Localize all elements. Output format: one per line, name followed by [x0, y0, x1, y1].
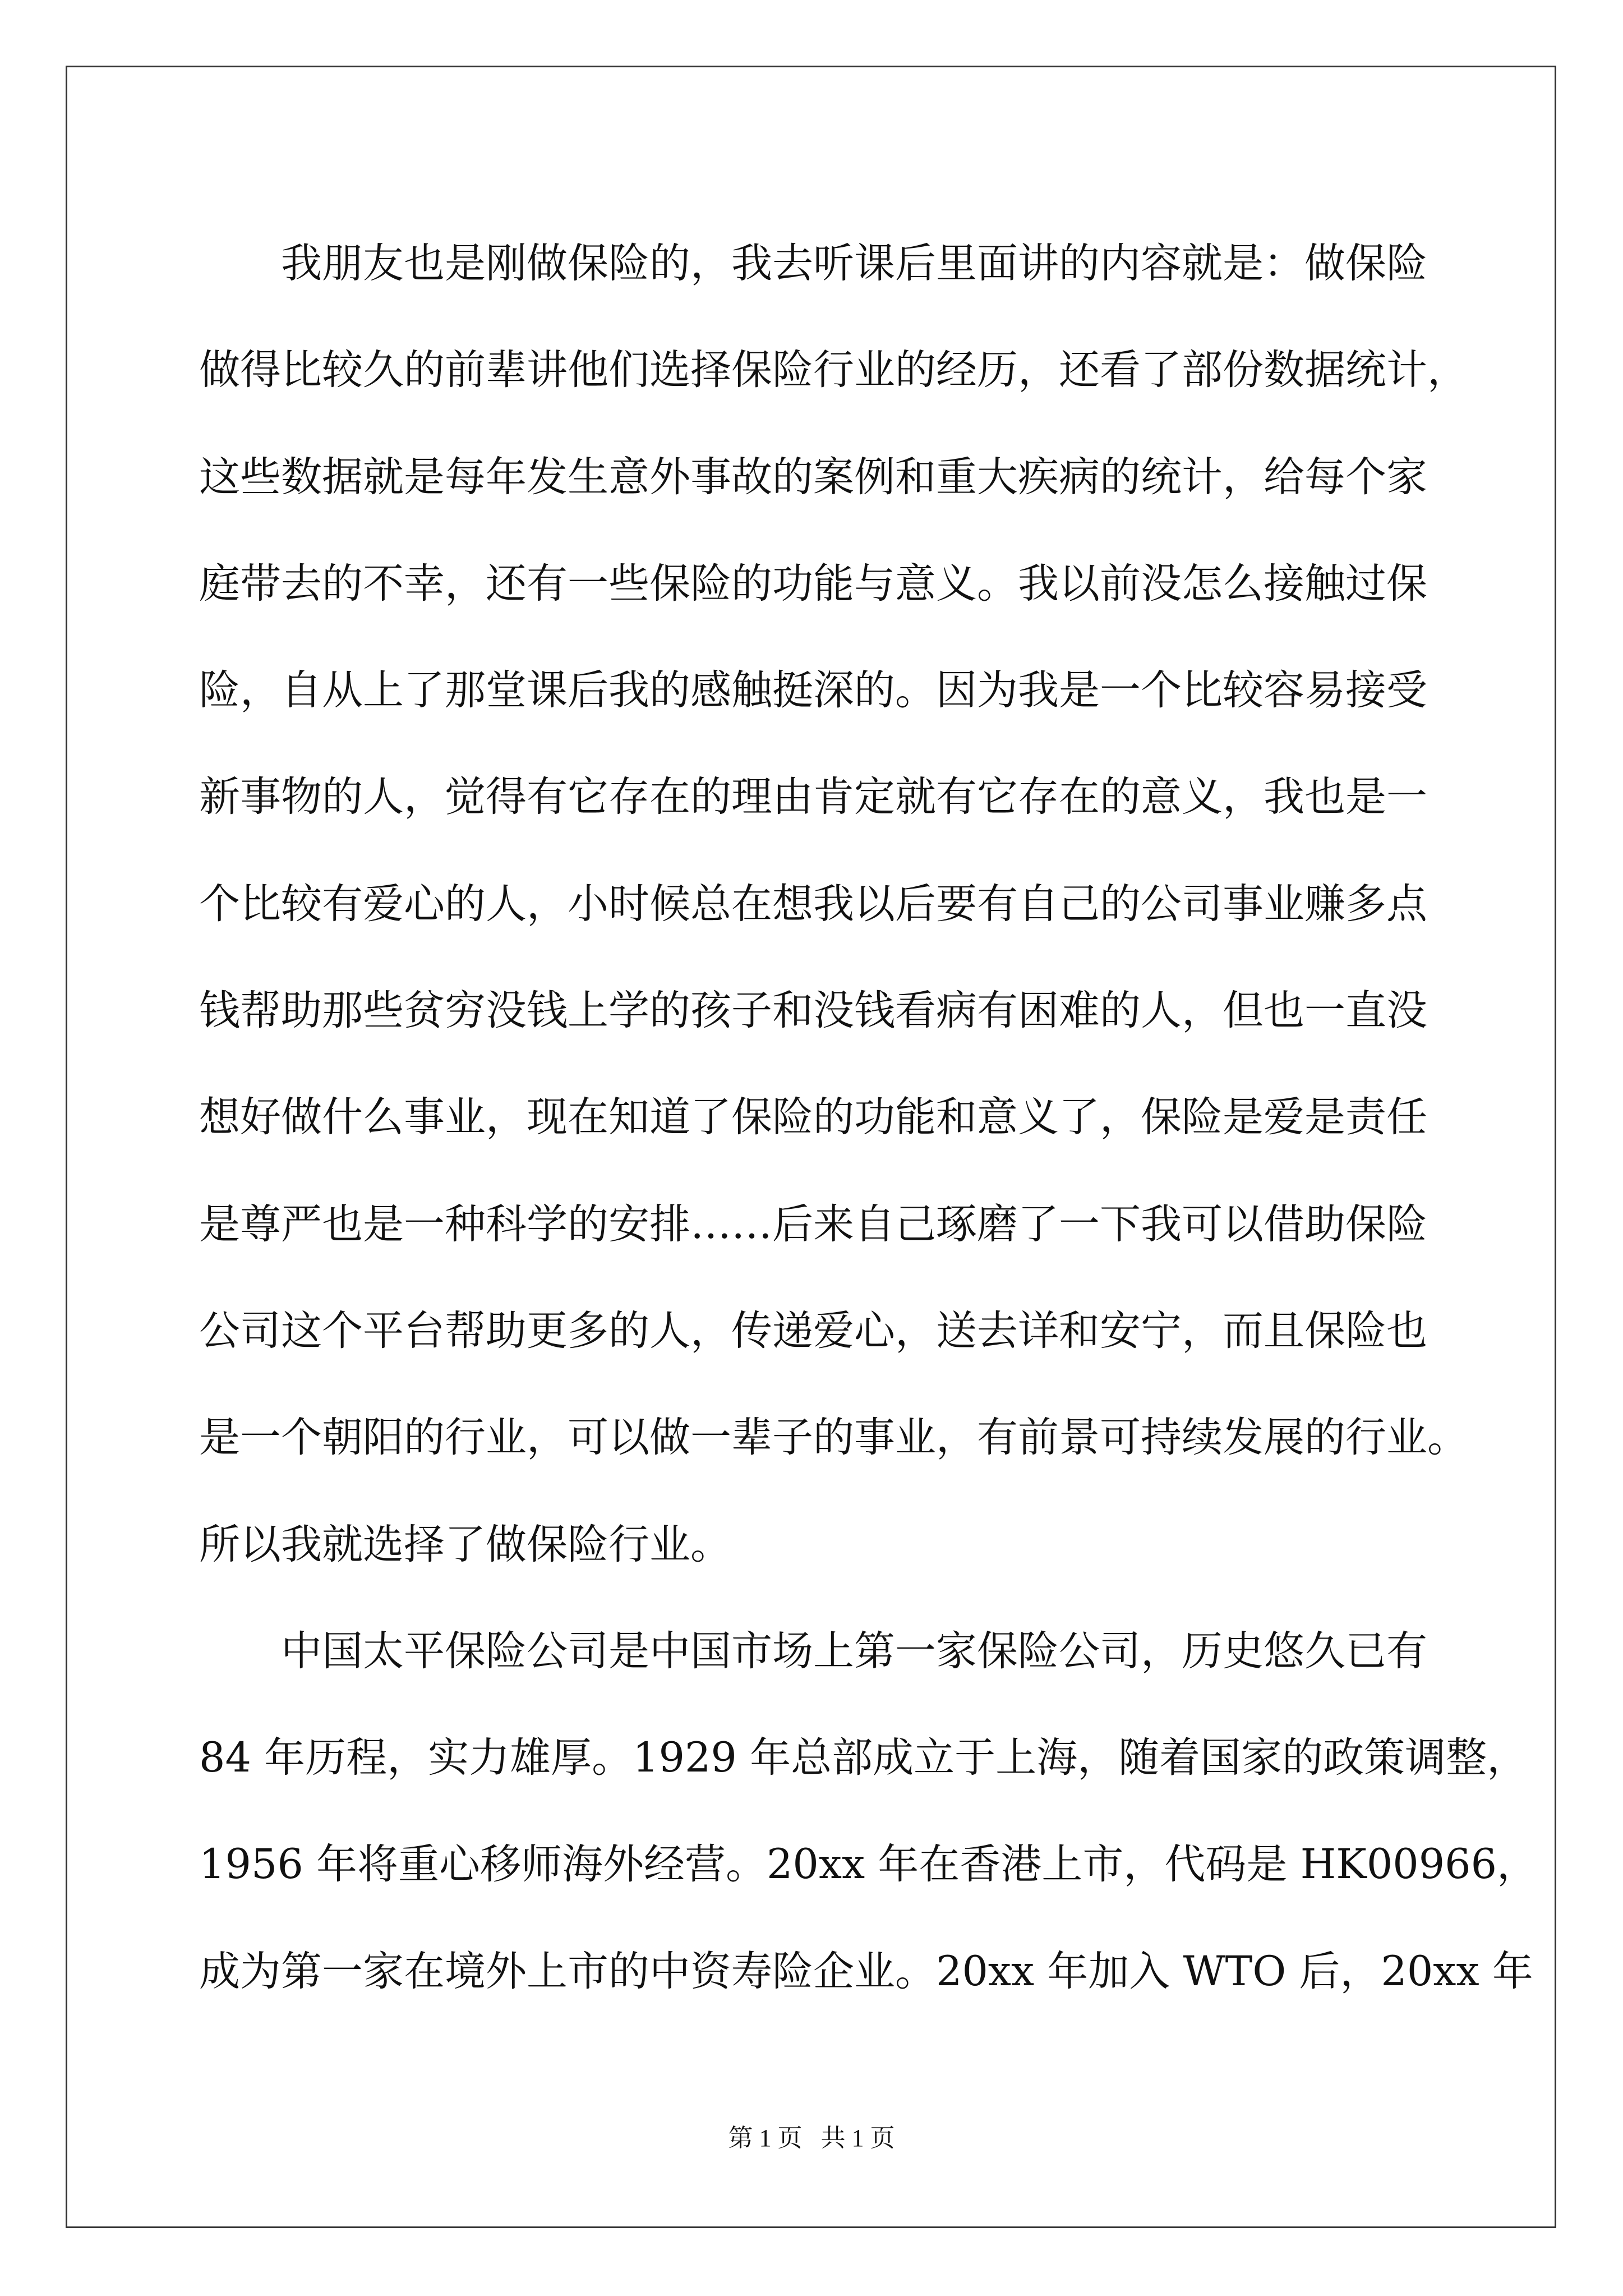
- page-number: 第 1 页: [728, 2124, 803, 2152]
- text-line: 险，自从上了那堂课后我的感触挺深的。因为我是一个比较容易接受: [199, 666, 1427, 715]
- text-line: 个比较有爱心的人，小时候总在想我以后要有自己的公司事业赚多点: [199, 880, 1427, 928]
- page-footer: [0, 2118, 1623, 2154]
- text-line: 钱帮助那些贫穷没钱上学的孩子和没钱看病有困难的人，但也一直没: [199, 987, 1427, 1035]
- text-line: 我朋友也是刚做保险的，我去听课后里面讲的内容就是：做保险: [281, 240, 1427, 287]
- text-line: 成为第一家在境外上市的中资寿险企业。20xx 年加入 WTO 后，20xx 年: [199, 1947, 1533, 1995]
- text-line: 是一个朝阳的行业，可以做一辈子的事业，有前景可持续发展的行业。: [199, 1414, 1468, 1462]
- page-total: 共 1 页: [820, 2124, 895, 2152]
- text-line: 庭带去的不幸，还有一些保险的功能与意义。我以前没怎么接触过保: [199, 559, 1427, 608]
- text-line: 所以我就选择了做保险行业。: [199, 1520, 731, 1568]
- text-line: 84 年历程，实力雄厚。1929 年总部成立于上海，随着国家的政策调整，: [199, 1734, 1528, 1782]
- text-line: 这些数据就是每年发生意外事故的案例和重大疾病的统计，给每个家: [199, 453, 1427, 501]
- text-line: 公司这个平台帮助更多的人，传递爱心，送去详和安宁，而且保险也: [199, 1306, 1427, 1355]
- paragraph-1: [199, 210, 1468, 1598]
- text-line: 是尊严也是一种科学的安排……后来自己琢磨了一下我可以借助保险: [199, 1200, 1427, 1248]
- paragraph-2: [199, 1598, 1538, 2025]
- text-line: 1956 年将重心移师海外经营。20xx 年在香港上市，代码是 HK00966，: [199, 1841, 1538, 1889]
- text-line: 想好做什么事业，现在知道了保险的功能和意义了，保险是爱是责任: [199, 1093, 1427, 1142]
- text-line: 做得比较久的前辈讲他们选择保险行业的经历，还看了部份数据统计，: [199, 346, 1468, 394]
- text-line: 新事物的人，觉得有它存在的理由肯定就有它存在的意义，我也是一: [199, 773, 1427, 821]
- text-line: 中国太平保险公司是中国市场上第一家保险公司，历史悠久已有: [281, 1627, 1427, 1675]
- document-body: [199, 210, 1538, 2025]
